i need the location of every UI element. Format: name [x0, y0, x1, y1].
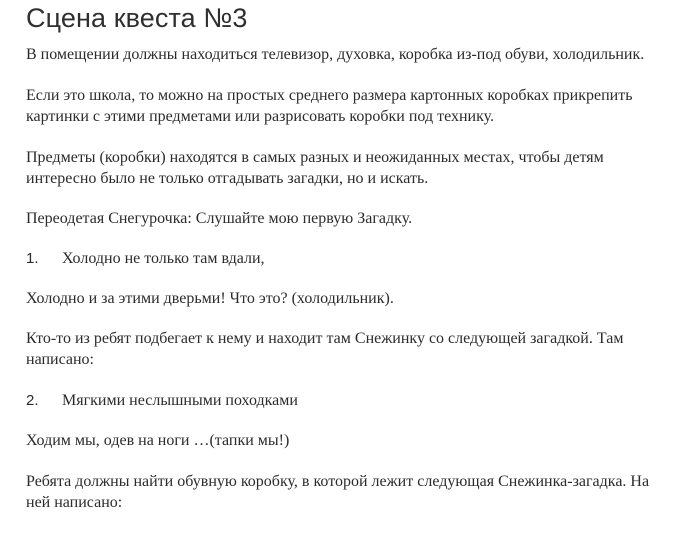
- paragraph-find-snowflake: Кто-то из ребят подбегает к нему и находит там Снежинку со следующей загадкой. Там написано:: [26, 330, 624, 368]
- paragraph-riddle-answer-fridge: Холодно и за этими дверьми! Что это? (холодильник).: [26, 290, 394, 307]
- paragraph-shoebox: Ребята должны найти обувную коробку, в которой лежит следующая Снежинка-загадка. На ней написано:: [26, 473, 650, 511]
- list-item-text: Холодно не только там вдали,: [62, 250, 265, 267]
- list-item-text: Мягкими неслышными походками: [62, 392, 298, 409]
- paragraph-room-items: В помещении должны находиться телевизор, духовка, коробка из-под обуви, холодильник.: [26, 46, 645, 63]
- list-item: [26, 248, 674, 269]
- paragraph-hidden-items: Предметы (коробки) находятся в самых разных и неожиданных местах, чтобы детям интересно было не только отгадывать загадки, но и искать.: [26, 149, 604, 187]
- list-item: [26, 390, 674, 411]
- list-item-number: 2.: [26, 392, 39, 409]
- page-title: Сцена квеста №3: [26, 3, 248, 33]
- list-item-number: 1.: [26, 250, 39, 267]
- paragraph-school-boxes: Если это школа, то можно на простых среднего размера картонных коробках прикрепить картинки с этими предметами или разрисовать коробки под технику.: [26, 87, 633, 125]
- paragraph-snow-maiden-intro: Переодетая Снегурочка: Слушайте мою первую Загадку.: [26, 210, 413, 227]
- paragraph-riddle-answer-slippers: Ходим мы, одев на ноги …(тапки мы!): [26, 432, 290, 449]
